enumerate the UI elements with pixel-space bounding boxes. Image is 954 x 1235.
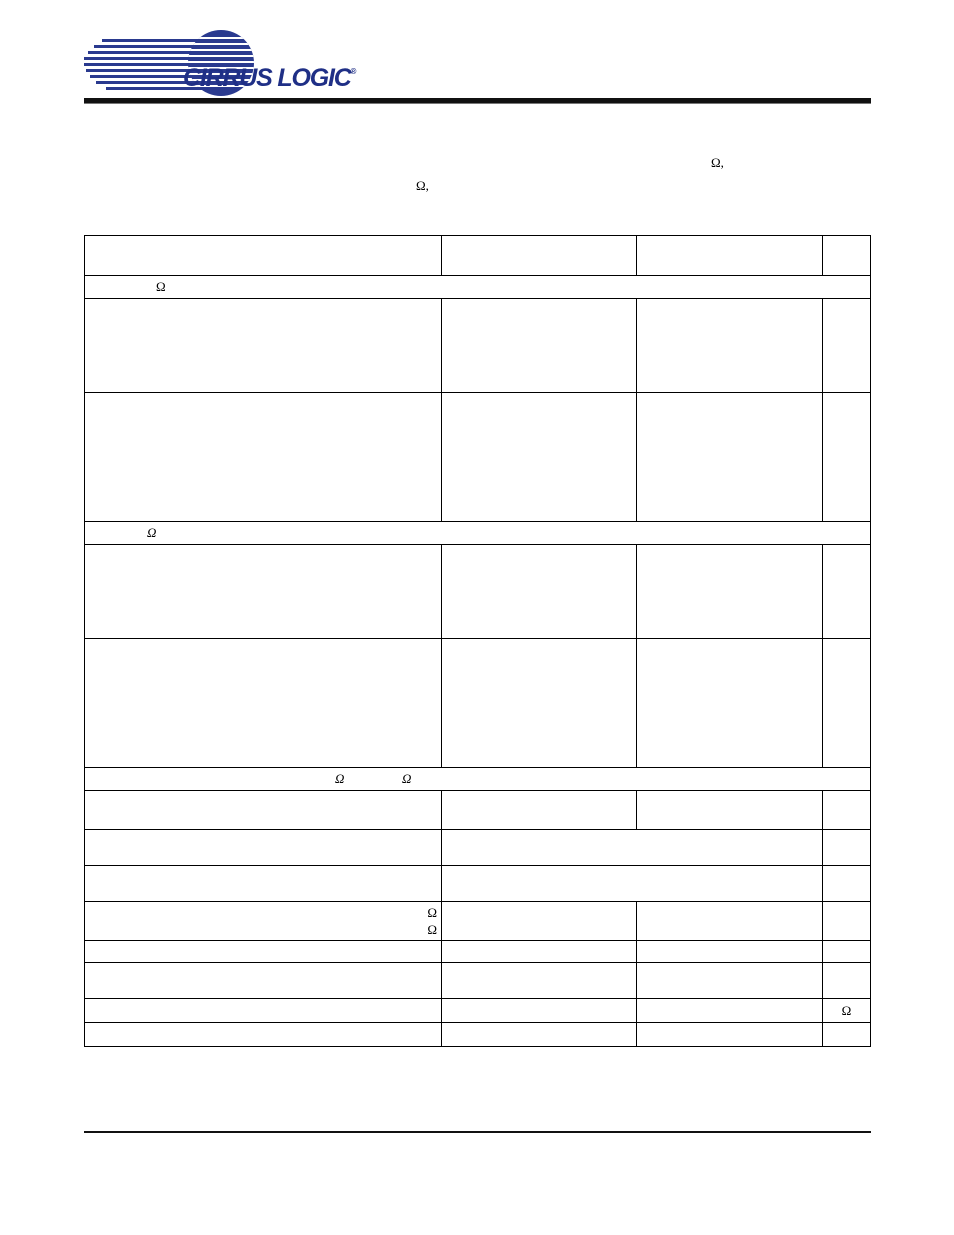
intro-symbol-2: Ω, bbox=[416, 178, 429, 193]
section-3-symbol-a: Ω bbox=[335, 771, 345, 786]
table-row bbox=[85, 639, 871, 768]
table-row bbox=[85, 393, 871, 522]
table-row bbox=[85, 545, 871, 639]
section-row-2 bbox=[85, 522, 871, 545]
section-3-symbol-b: Ω bbox=[402, 771, 412, 786]
logo-wordmark: CIRRUS LOGIC® bbox=[183, 64, 356, 92]
table-row bbox=[85, 866, 871, 902]
table-row bbox=[85, 791, 871, 830]
row-symbol-stack bbox=[89, 904, 437, 938]
table-row bbox=[85, 830, 871, 866]
section-row-1 bbox=[85, 276, 871, 299]
spec-table bbox=[84, 235, 871, 1047]
header-rule bbox=[84, 98, 871, 103]
header-cell-unit bbox=[823, 236, 871, 276]
section-row-3 bbox=[85, 768, 871, 791]
table-row bbox=[85, 999, 871, 1023]
table-header-row bbox=[85, 236, 871, 276]
table-row bbox=[85, 963, 871, 999]
header-cell-col2 bbox=[442, 236, 637, 276]
table-row bbox=[85, 1023, 871, 1047]
intro-symbol-1: Ω, bbox=[711, 155, 724, 170]
row-symbol-a: Ω bbox=[427, 905, 437, 920]
table-row bbox=[85, 941, 871, 963]
unit-cell: Ω bbox=[823, 999, 871, 1023]
table-row bbox=[85, 299, 871, 393]
row-symbol-b: Ω bbox=[427, 922, 437, 937]
header-cell-parameter bbox=[85, 236, 442, 276]
section-1-symbol: Ω bbox=[156, 279, 166, 294]
header-cell-col3 bbox=[637, 236, 823, 276]
footer-rule bbox=[84, 1131, 871, 1133]
section-2-symbol: Ω bbox=[147, 525, 157, 540]
table-row bbox=[85, 902, 871, 941]
